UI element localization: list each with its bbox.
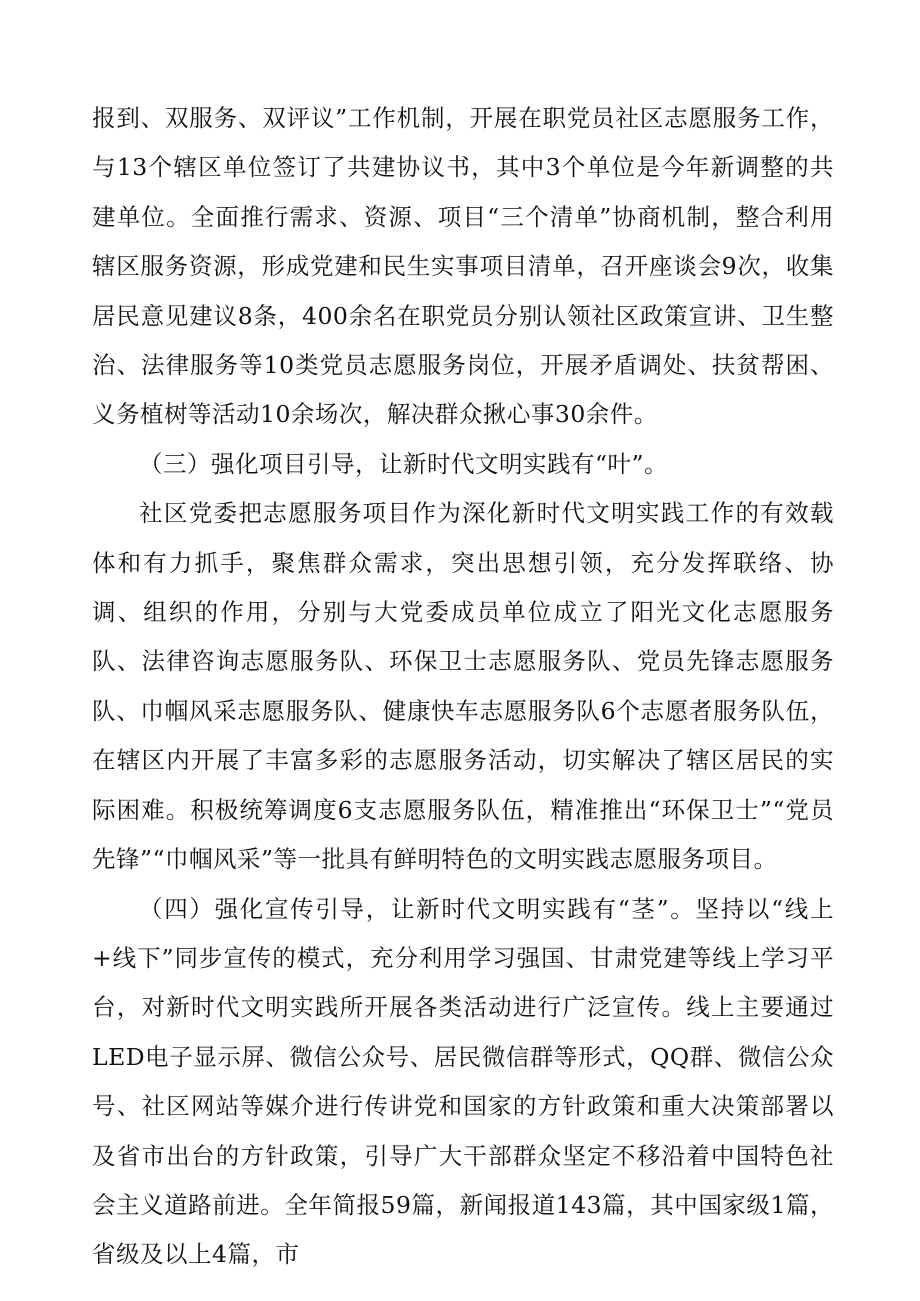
- paragraph-continuation: 报到、双服务、双评议”工作机制，开展在职党员社区志愿服务工作，与13个辖区单位签订了共建协议书，其中3个单位是今年新调整的共建单位。全面推行需求、资源、项目“三个清单”协商机制，整合利用辖区服务资源，形成党建和民生实事项目清单，召开座谈会9次，收集居民意见建议8条，400余名在职党员分别认领社区政策宣讲、卫生整治、法律服务等10类党员志愿服务岗位，开展矛盾调处、扶贫帮困、义务植树等活动10余场次，解决群众揪心事30余件。: [92, 104, 834, 429]
- document-body: [92, 94, 834, 1280]
- section-four-publicity: （四）强化宣传引导，让新时代文明实践有“茎”。坚持以“线上+线下”同步宣传的模式，充分利用学习强国、甘肃党建等线上学习平台，对新时代文明实践所开展各类活动进行广泛宣传。线上主要通过LED电子显示屏、微信公众号、居民微信群等形式，QQ群、微信公众号、社区网站等媒介进行传讲党和国家的方针政策和重大决策部署以及省市出台的方针政策，引导广大干部群众坚定不移沿着中国特色社会主义道路前进。全年简报59篇，新闻报道143篇，其中国家级1篇，省级及以上4篇，市: [92, 894, 834, 1269]
- section-heading-three: （三）强化项目引导，让新时代文明实践有“叶”。: [139, 449, 669, 478]
- paragraph-volunteer-projects: 社区党委把志愿服务项目作为深化新时代文明实践工作的有效载体和有力抓手，聚焦群众需求，突出思想引领，充分发挥联络、协调、组织的作用，分别与大党委成员单位成立了阳光文化志愿服务队、法律咨询志愿服务队、环保卫士志愿服务队、党员先锋志愿服务队、巾帼风采志愿服务队、健康快车志愿服务队6个志愿者服务队伍，在辖区内开展了丰富多彩的志愿服务活动，切实解决了辖区居民的实际困难。积极统筹调度6支志愿服务队伍，精准推出“环保卫士”“党员先锋”“巾帼风采”等一批具有鲜明特色的文明实践志愿服务项目。: [92, 499, 834, 874]
